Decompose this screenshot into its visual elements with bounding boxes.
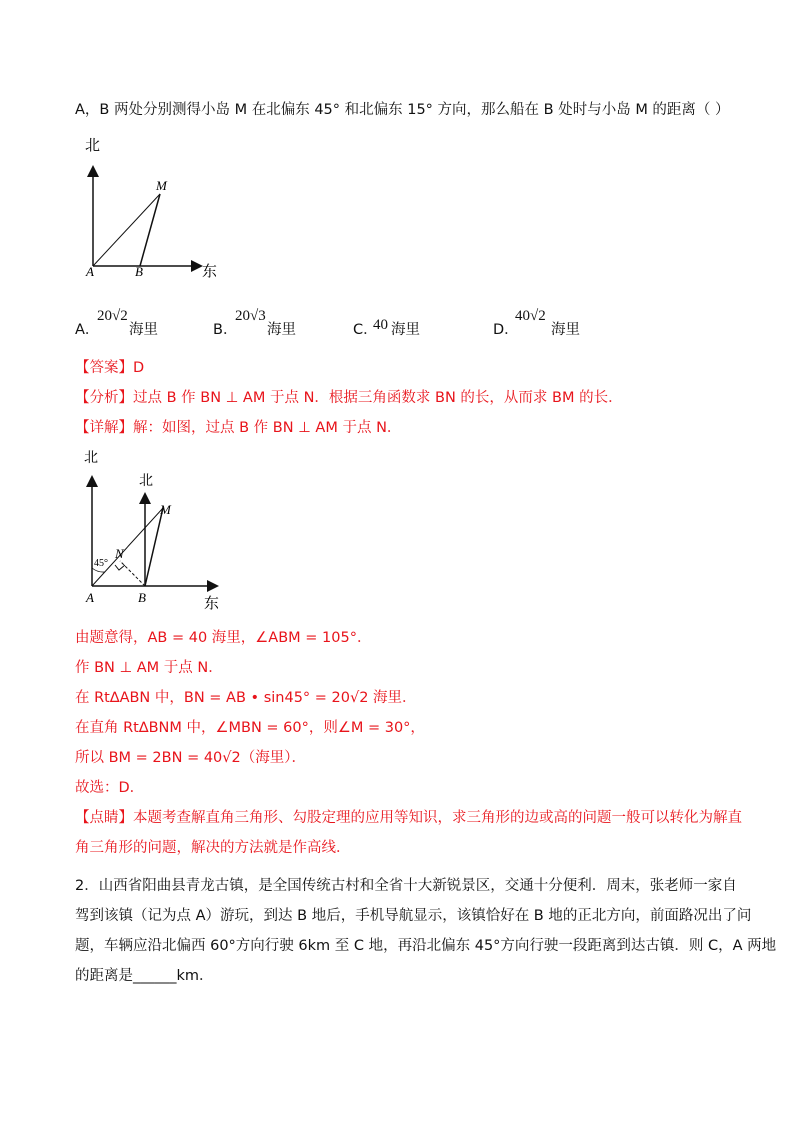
option-b-unit: 海里 xyxy=(267,322,296,338)
comment-line-2: 角三角形的问题，解决的方法就是作高线． xyxy=(75,840,351,856)
option-c-letter: C． xyxy=(353,322,378,338)
comment-text-1: 本题考查解直角三角形、勾股定理的应用等知识，求三角形的边或高的问题一般可以转化为解直 xyxy=(133,810,742,826)
option-b-value: 20√3 xyxy=(235,308,266,324)
east-label: 东 xyxy=(204,596,220,612)
point-b-label: B xyxy=(135,264,143,279)
option-a-value: 20√2 xyxy=(97,308,128,324)
question-2-text-pre: 的距离是 xyxy=(75,968,133,984)
answer-blank[interactable]: ______ xyxy=(133,968,177,984)
detail-line xyxy=(75,418,401,438)
step-2: 作 BN ⊥ AM 于点 N． xyxy=(75,660,223,676)
angle-label: 45° xyxy=(94,558,108,569)
step-1: 由题意得，AB = 40 海里，∠ABM = 105°． xyxy=(75,630,372,646)
option-b-letter: B． xyxy=(213,322,238,338)
detail-intro: 解：如图，过点 B 作 BN ⊥ AM 于点 N． xyxy=(133,420,402,436)
figure-2-diagram xyxy=(70,450,240,615)
analysis-label: 【分析】 xyxy=(75,390,133,406)
question-2-line-4 xyxy=(75,966,214,986)
question-1-stem: A，B 两处分别测得小岛 M 在北偏东 45° 和北偏东 15° 方向，那么船在 B 处时与小岛 M 的距离（ ） xyxy=(75,102,730,118)
east-label: 东 xyxy=(202,264,218,280)
option-d-value: 40√2 xyxy=(515,308,546,324)
answer-label: 【答案】 xyxy=(75,360,133,376)
analysis-text: 过点 B 作 BN ⊥ AM 于点 N．根据三角函数求 BN 的长，从而求 BM 的长． xyxy=(133,390,623,406)
point-m-label: M xyxy=(156,178,167,193)
point-b-label: B xyxy=(138,590,146,605)
question-2-line-3: 题，车辆应沿北偏西 60°方向行驶 6km 至 C 地，再沿北偏东 45°方向行驶一段距离到达古镇．则 C，A 两地 xyxy=(75,938,777,954)
option-d-letter: D． xyxy=(493,322,519,338)
answer-value: D xyxy=(133,360,145,376)
figure-1-diagram xyxy=(60,130,240,290)
answer-line xyxy=(75,358,144,378)
point-n-label: N xyxy=(115,546,124,561)
option-d-unit: 海里 xyxy=(551,322,580,338)
comment-label: 【点睛】 xyxy=(75,810,133,826)
question-2-line-1: 2．山西省阳曲县青龙古镇，是全国传统古村和全省十大新锐景区，交通十分便利．周末，张老师一家自 xyxy=(75,878,737,894)
step-5: 所以 BM = 2BN = 40√2（海里）． xyxy=(75,750,306,766)
option-c-unit: 海里 xyxy=(391,322,420,338)
point-m-label: M xyxy=(160,502,171,517)
option-a-unit: 海里 xyxy=(129,322,158,338)
question-2-text-post: km． xyxy=(176,968,214,984)
north-label-a: 北 xyxy=(84,451,98,466)
step-6: 故选：D． xyxy=(75,780,145,796)
step-3: 在 Rt∆ABN 中，BN = AB • sin45° = 20√2 海里． xyxy=(75,690,417,706)
north-label-b: 北 xyxy=(139,474,153,489)
line-am xyxy=(92,508,163,586)
detail-label: 【详解】 xyxy=(75,420,133,436)
right-angle-mark xyxy=(115,565,125,570)
comment-line-1 xyxy=(75,808,742,828)
analysis-line xyxy=(75,388,623,408)
step-4: 在直角 Rt∆BNM 中，∠MBN = 60°，则∠M = 30°， xyxy=(75,720,425,736)
option-a-letter: A． xyxy=(75,322,100,338)
options-row xyxy=(75,308,635,342)
option-c-value: 40 xyxy=(373,317,388,333)
line-bn-dashed xyxy=(120,561,145,586)
question-2-line-2: 驾到该镇（记为点 A）游玩，到达 B 地后，手机导航显示，该镇恰好在 B 地的正北方向，前面路况出了问 xyxy=(75,908,752,924)
north-label: 北 xyxy=(85,138,101,154)
point-a-label: A xyxy=(86,264,94,279)
line-bm xyxy=(145,508,163,586)
point-a-label: A xyxy=(86,590,94,605)
